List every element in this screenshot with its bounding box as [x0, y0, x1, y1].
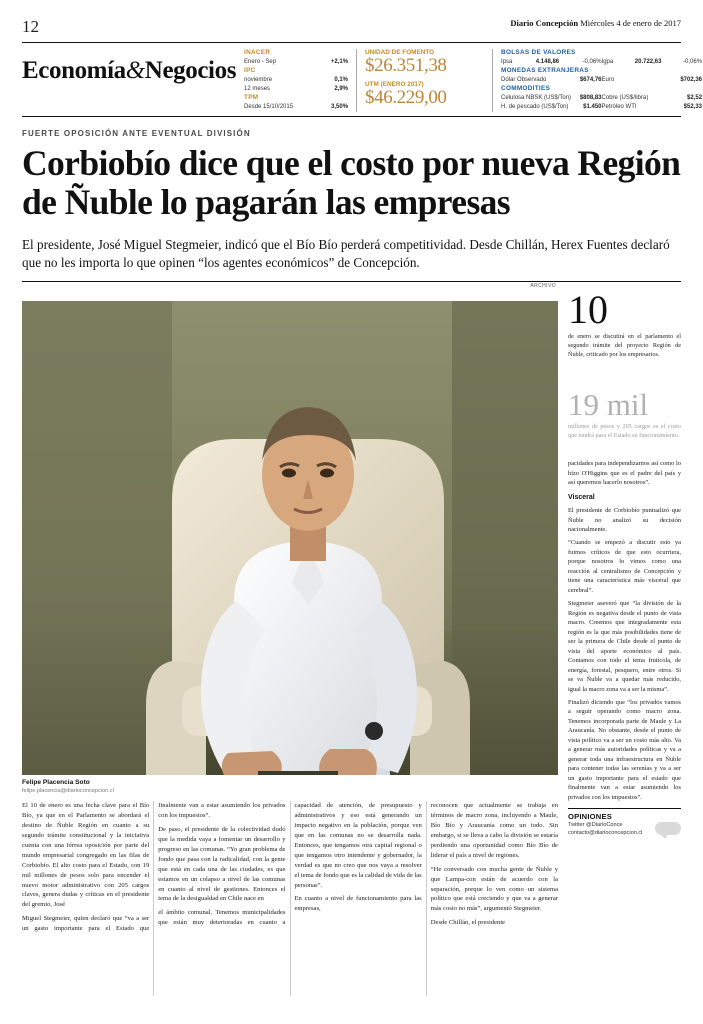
- page-folio: 12: [22, 17, 39, 36]
- paragraph: reconocen que actualmente se trabaja en términos de macro zona, incluyendo a Maule, Bío Bío y Araucanía como un todo. Sin embargo, si se lleva a cabo la división se estaría perdiendo una oportunidad como Bío Bío de liderar el país a nivel de regiones.: [430, 802, 558, 859]
- cobre-value: $2,52: [687, 95, 703, 101]
- indicator-group-markets: [492, 49, 703, 112]
- table-row: [244, 58, 348, 67]
- indicator-group-macro: [236, 49, 356, 112]
- commodities-rows: [501, 94, 702, 112]
- uf-head: UNIDAD DE FOMENTO: [365, 49, 435, 56]
- utm-head: UTM (ENERO 2017): [365, 80, 424, 88]
- euro-value: $702,36: [680, 77, 703, 83]
- table-row: [501, 76, 602, 85]
- table-row: [501, 103, 602, 112]
- igpa-label: Igpa: [601, 59, 614, 65]
- paper-name: Diario Concepción: [510, 18, 579, 28]
- ipc-value-2: 2,9%: [334, 86, 349, 92]
- tpm-value: 3,50%: [331, 104, 349, 110]
- paragraph: De paso, el presidente de la colectividad dudó que la medida vaya a fomentar un desarrollo y progreso en las comunas. “Yo gran problema de fondo que pasa con la radicalidad, con la gente que está en cada una de las ciudades, es que estamos en un colapso a nivel de las comunas en cuanto al nivel de gestiones. Entonces el tema de la desigualdad en Chile nace en: [158, 826, 286, 903]
- ipc-head: IPC: [244, 67, 256, 74]
- table-row: [244, 85, 348, 94]
- tpm-head: TPM: [244, 94, 259, 101]
- dolar-label: Dólar Observado: [501, 77, 547, 83]
- opinions-twitter[interactable]: Twitter @DiarioConce: [568, 822, 623, 829]
- table-row: [602, 58, 703, 67]
- commodities-head: COMMODITIES: [501, 85, 551, 92]
- ipc-value-1: 0,1%: [334, 77, 349, 83]
- section-title-b: Negocios: [144, 57, 237, 84]
- table-row: [602, 76, 703, 85]
- opinions-box: [568, 808, 681, 837]
- masthead: [22, 18, 681, 38]
- paragraph: Miguel Stegmeier, quien declaró que “va a ser un gasto importante para el Estado que finalmente van a estar asumiendo los privados con los impuestos”.: [22, 802, 286, 933]
- article-kicker: FUERTE OPOSICIÓN ANTE EVENTUAL DIVISIÓN: [22, 129, 251, 138]
- paragraph: Desde Chillán, el presidente: [430, 919, 506, 927]
- photo-illustration: [22, 301, 558, 775]
- article-text-columns: [22, 801, 558, 996]
- byline-email: felipe.placencia@diarioconcepcion.cl: [22, 787, 114, 794]
- utm-value: $46.229,00: [365, 86, 447, 108]
- inacer-head: INACER: [244, 49, 271, 56]
- bolsas-head: BOLSAS DE VALORES: [501, 49, 576, 56]
- cobre-label: Cobre (US$/libra): [601, 95, 649, 101]
- paper-date: Miércoles 4 de enero de 2017: [580, 18, 681, 28]
- paragraph: El presidente de Corbiobío puntualizó que Ñuble no analizó su decisión nacionalmente.: [568, 507, 681, 533]
- petroleo-label: Petróleo WTI: [601, 104, 637, 110]
- table-row: [602, 94, 703, 103]
- petroleo-value: $52,33: [683, 104, 703, 110]
- ipsa-label: Ipsa: [501, 59, 513, 65]
- right-rail: [568, 286, 681, 996]
- left-column: [22, 282, 558, 996]
- igpa-value: 20.722,63: [634, 59, 662, 65]
- stat-text-primary: de enero se discutirá en el parlamento el segundo trámite del proyecto Región de Ñuble, criticado por los empresarios.: [568, 332, 681, 358]
- ipsa-delta: -0,06%: [582, 59, 602, 65]
- paragraph: “He conversado con mucha gente de Ñuble y que Lampa-con están de acuerdo con la separación, porque lo ven como un sistema político que está creciendo y que va a generar más costo no más”, argumentó Stegmeier.: [430, 865, 558, 913]
- section-title-a: Economía: [22, 57, 126, 84]
- inacer-value: +2,1%: [330, 59, 349, 65]
- article-body: [22, 282, 681, 996]
- celulosa-label: Celulosa NBSK (US$/Ton): [501, 95, 572, 101]
- table-row: [244, 103, 348, 112]
- photo-caption: [22, 779, 558, 795]
- opinions-title: OPINIONES: [568, 812, 612, 822]
- harina-label: H. de pescado (US$/Ton): [501, 104, 569, 110]
- speech-bubble-icon: [655, 822, 681, 835]
- bolsas-rows: [501, 58, 702, 67]
- indicator-group-uf-utm: [356, 49, 492, 112]
- stat-text-secondary: millones de pesos y 205 cargos es el costo que tendrá para el Estado su funcionamiento.: [568, 423, 681, 440]
- tpm-label: Desde 15/10/2015: [244, 104, 294, 110]
- section-title: [22, 43, 236, 112]
- indicators: [236, 43, 703, 112]
- paragraph: En cuanto a nivel de funcionamiento para las empresas,: [294, 895, 422, 913]
- paragraph: el ámbito comunal. Tenemos municipalidades que están muy deterioradas en cuanto a capacidad de atención, de presupuesto y administrativos y eso está generando un impacto negativo en la población, porque ven que en las comunas no se desarrolla nada. Entonces, que tengamos otra capital regional o que tengamos otro intendente y gobernador, la verdad es que no creo que nos vaya a resolver el tema de fondo que es la calidad de vida de las personas”.: [158, 802, 422, 927]
- article-photo: [22, 301, 558, 775]
- paragraph: Stegmeier aseveró que “la división de la Región es negativa desde el punto de vista macro. Creemos que integradamente esta región es la que más posibilidades tiene de ser la primera de Chile desde el punto de vista del aporte económico al país. Contamos con todo el tema frutícola, de energía, forestal, pesquero, entre otros. Si se va Ñuble va a quedar más reducido, igual la macro zona va a ser la misma”.: [568, 600, 681, 693]
- byline-name: Felipe Placencia Soto: [22, 778, 90, 786]
- harina-value: $1.450: [583, 104, 602, 110]
- opinions-email[interactable]: contacto@diarioconcepcion.cl: [568, 830, 643, 837]
- igpa-delta: -0,06%: [683, 59, 703, 65]
- photo-credit: ARCHIVO: [530, 282, 556, 289]
- ipc-label-1: noviembre: [244, 77, 273, 83]
- rail-subheading: Visceral: [568, 493, 595, 501]
- paragraph: “Cuando se empezó a discutir esto ya fuimos críticos de que esto ocurriera, porque nosotros lo vimos como una reacción al centralismo de Concepción y tiene una característica más visceral que cerebral”.: [568, 539, 681, 594]
- stat-number-secondary: 19 mil: [568, 386, 649, 422]
- section-amp: &: [125, 57, 145, 84]
- paragraph: pacidades para independizarnos así como lo hizo O'Higgins que es el padre del país y así queremos hacerlo nosotros”.: [568, 460, 681, 487]
- page-title: Corbiobío dice que el costo por nueva Región de Ñuble lo pagarán las empresas: [22, 143, 681, 223]
- table-row: [501, 94, 602, 103]
- paragraph: El 10 de enero es una fecha clave para el Bío Bío, ya que en el Parlamento se abordará el destino de Ñuble Región en cuanto a su segundo trámite constitucional y la iniciativa cuenta con una férrea oposición por parte del mundo empresarial congregado en las filas de Corbiobío. El alto costo para el Estado, con 19 mil millones de pesos solo para encender el nuevo motor administrativo con 205 cargos claves, genera dudas y críticas en el presidente del gremio, José: [22, 802, 150, 909]
- rail-article-text: [568, 459, 681, 802]
- monedas-rows: [501, 76, 702, 85]
- section-band: [22, 43, 703, 117]
- paper-dateline: [510, 18, 681, 28]
- uf-value: $26.351,38: [365, 55, 447, 76]
- table-row: [244, 76, 348, 85]
- celulosa-value: $808,83: [579, 95, 602, 101]
- ipc-label-2: 12 meses: [244, 86, 271, 92]
- table-row: [602, 103, 703, 112]
- ipsa-value: 4.148,86: [535, 59, 560, 65]
- article-lede: El presidente, José Miguel Stegmeier, indicó que el Bío Bío perderá competitividad. Desde Chillán, Herex Fuentes declaró que no les importa lo que opinen “los agentes económicos” de Concepción.: [22, 236, 681, 282]
- dolar-value: $674,76: [579, 77, 602, 83]
- paragraph: Finalizó diciendo que “los privados vamos a seguir operando como macro zona. Tenemos incorporada parte de Maule y La Araucanía. No obstante, desde el punto de vista político va a ser un costo más alto. Va a generar más autoridades políticas y va a generar toda una infraestructura en Ñuble para contener todas las serenías y va a ser un gasto importante para el estado que finalmente van a estar asumiendo los privados con los impuestos”.: [568, 698, 681, 801]
- stat-number-primary: 10: [568, 286, 608, 332]
- euro-label: Euro: [601, 77, 615, 83]
- inacer-label: Enero - Sep: [244, 59, 277, 65]
- table-row: [501, 58, 602, 67]
- monedas-head: MONEDAS EXTRANJERAS: [501, 67, 589, 74]
